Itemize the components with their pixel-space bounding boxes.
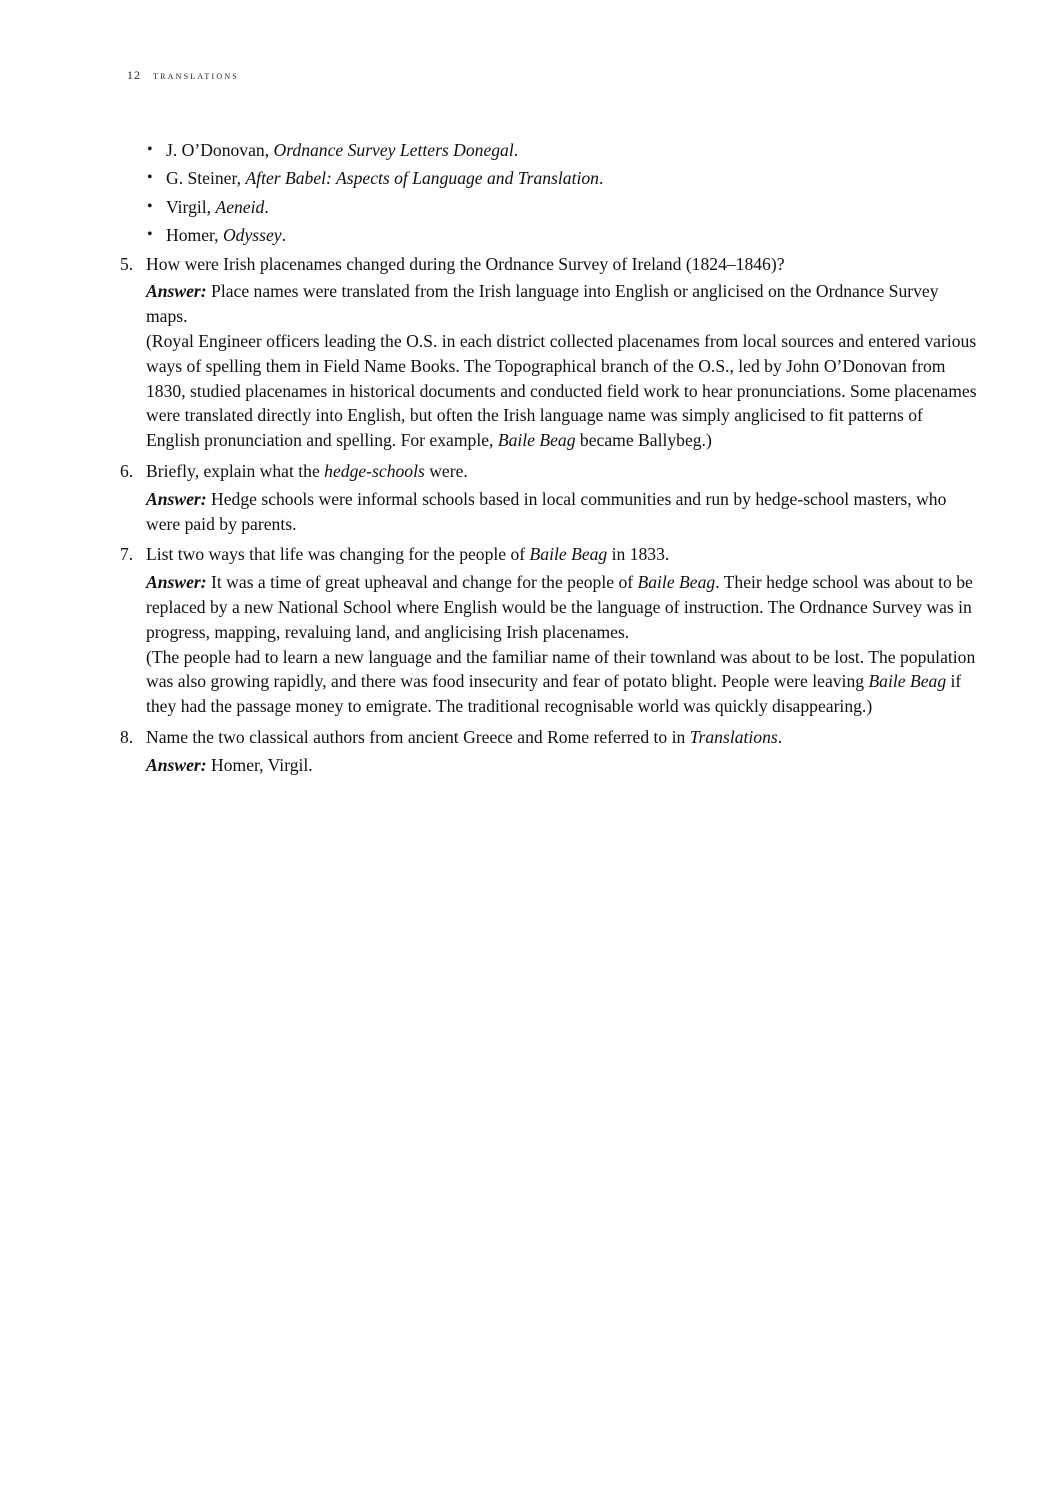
bullet-icon: • [147, 169, 153, 187]
question-list [120, 252, 980, 778]
reference-item: • Homer, Odyssey. [166, 223, 980, 248]
answer-block: Answer: It was a time of great upheaval and change for the people of Baile Beag. Their hedge school was about to be replaced by a new National School where English would be the language of instruction. The Ordnance Survey was in progress, mapping, revaluing land, and anglicising Irish placenames. (The people had to learn a new language and the familiar name of their townland was about to be lost. The population was also growing rapidly, and there was food insecurity and fear of potato blight. People were leaving Baile Beag if they had the passage money to emigrate. The traditional recognisable world was quickly disappearing.) [146, 572, 976, 717]
question-number: 7. [120, 544, 134, 565]
reference-item: • G. Steiner, After Babel: Aspects of Language and Translation. [166, 166, 980, 191]
question-item-7 [120, 542, 980, 719]
question-item-8 [120, 725, 980, 778]
question-number: 8. [120, 727, 134, 748]
answer-label: Answer: [146, 488, 207, 509]
answer-block: Answer: Place names were translated from the Irish language into English or anglicised on the Ordnance Survey maps. (Royal Engineer officers leading the O.S. in each district collected placenames from local sources and entered various ways of spelling them in Field Name Books. The Topographical branch of the O.S., led by John O’Donovan from 1830, studied placenames in historical documents and conducted field work to hear pronunciations. Some placenames were translated directly into English, but often the Irish language name was simply anglicised to fit patterns of English pronunciation and spelling. For example, Baile Beag became Ballybeg.) [146, 281, 977, 451]
bullet-icon: • [147, 225, 153, 243]
bullet-icon: • [147, 197, 153, 215]
answer-label: Answer: [146, 572, 207, 593]
question-number: 5. [120, 253, 134, 274]
question-item-5 [120, 252, 980, 453]
question-item-6 [120, 459, 980, 536]
page-number: 12 [127, 68, 141, 82]
bullet-icon: • [147, 141, 153, 158]
reference-list [120, 138, 980, 248]
running-head [127, 68, 239, 83]
content-body [120, 138, 980, 784]
question-text: Name the two classical authors from ancient Greece and Rome referred to in Translations. [146, 727, 783, 748]
answer-block: Answer: Hedge schools were informal schools based in local communities and run by hedge-school masters, who were paid by parents. [146, 488, 947, 534]
question-text: How were Irish placenames changed during the Ordnance Survey of Ireland (1824–1846)? [146, 253, 785, 274]
answer-label: Answer: [146, 754, 207, 775]
answer-label: Answer: [146, 281, 207, 302]
answer-block: Answer: Homer, Virgil. [146, 754, 313, 775]
reference-item: • J. O’Donovan, Ordnance Survey Letters Donegal. [166, 138, 980, 163]
question-text: Briefly, explain what the hedge-schools were. [146, 461, 468, 482]
reference-item: • Virgil, Aeneid. [166, 195, 980, 220]
question-text: List two ways that life was changing for the people of Baile Beag in 1833. [146, 544, 670, 565]
running-title: translations [153, 68, 239, 82]
question-number: 6. [120, 461, 134, 482]
